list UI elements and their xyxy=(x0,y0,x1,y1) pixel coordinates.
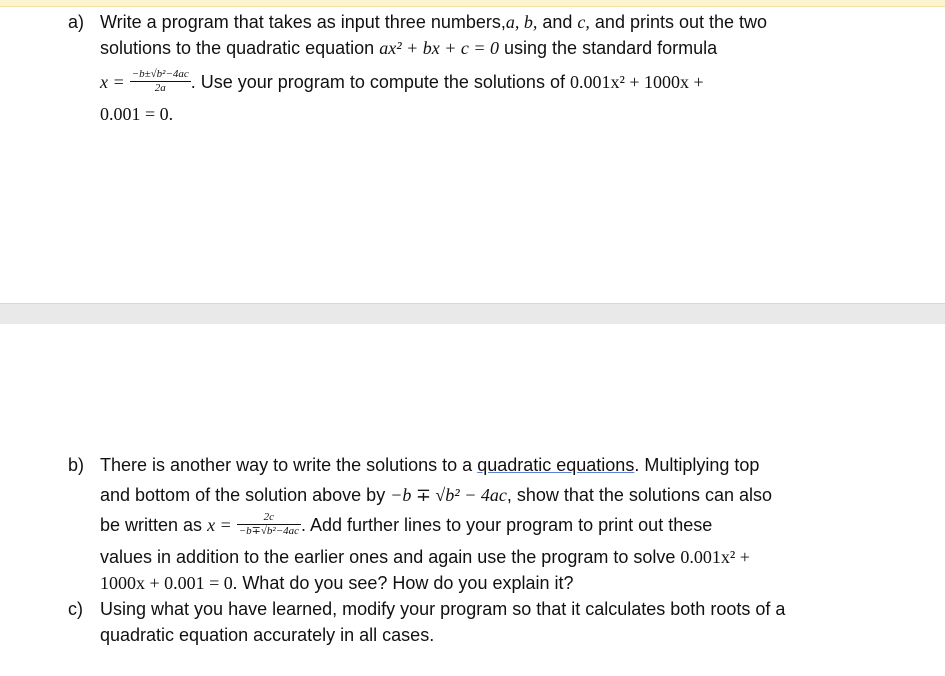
equation: 0.001x² + 1000x + xyxy=(569,72,704,92)
equation: −b ∓ √b² − 4ac xyxy=(390,485,507,505)
text-line: and bottom of the solution above by −b ∓ √b² − 4ac, show that the solutions can also xyxy=(100,485,773,505)
text-line xyxy=(100,101,173,127)
text-line: solutions to the quadratic equation ax² + bx + c = 0 using the standard formula xyxy=(100,38,718,58)
equation: ax² + bx + c = 0 xyxy=(379,38,500,58)
spellcheck-underlined-text: quadratic equations xyxy=(477,455,635,475)
text-line: 1000x + 0.001 = 0. What do you see? How do you explain it? xyxy=(100,573,574,593)
list-marker: b) xyxy=(68,455,85,475)
equation: 0.001x² + xyxy=(680,547,750,567)
text-line: values in addition to the earlier ones and again use the program to solve 0.001x² + xyxy=(100,547,750,567)
document-page-1 xyxy=(0,7,945,303)
list-marker: c) xyxy=(68,599,83,619)
list-marker: a) xyxy=(68,12,85,32)
page-break xyxy=(0,303,945,325)
quadratic-formula-fraction: $\frac{\text{−b±√b²−4ac}}{2a}$ xyxy=(131,67,189,94)
alternative-formula-fraction: $\frac{2c}{\text{−b∓√b²−4ac}}$ xyxy=(238,510,299,537)
top-edge xyxy=(0,0,945,7)
formula-line: x = $\frac{\text{−b±√b²−4ac}}{2a}$ . Use your program to compute the solutions of 0.001x² + 1000x + xyxy=(100,67,704,94)
text-line: quadratic equation accurately in all cases. xyxy=(100,625,435,645)
document-page-2 xyxy=(0,324,945,676)
formula-line: be written as x = $\frac{2c}{\text{−b∓√b²−4ac}}$ . Add further lines to your program to print out these xyxy=(100,510,713,537)
equation: 0.001 = 0. xyxy=(100,104,174,124)
text-line: Write a program that takes as input three numbers,a, b, and c, and prints out the two xyxy=(100,12,768,32)
text-line: Using what you have learned, modify your program so that it calculates both roots of a xyxy=(100,599,786,619)
equation: 1000x + 0.001 = 0. xyxy=(100,573,238,593)
text-line: There is another way to write the solutions to a quadratic equations. Multiplying top xyxy=(100,455,760,475)
